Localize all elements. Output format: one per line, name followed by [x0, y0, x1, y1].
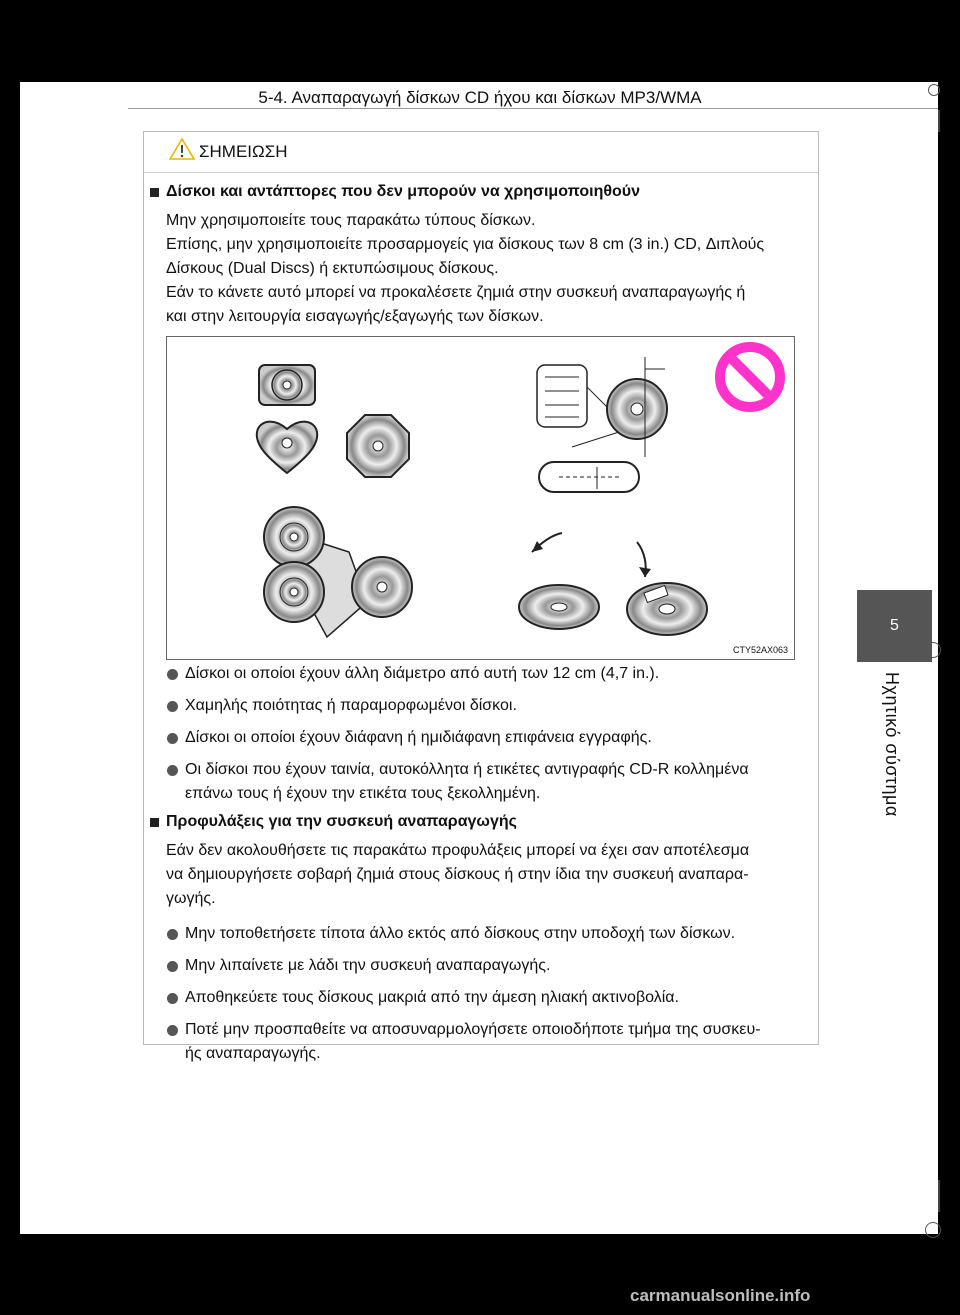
square-disc-icon	[259, 365, 315, 405]
section2-line: να δημιουργήσετε σοβαρή ζημιά στους δίσκους ή στην ίδια την συσκευή αναπαρα-	[166, 866, 749, 883]
bullet-item-continued: επάνω τους ή έχουν την ετικέτα τους ξεκολλημένη.	[185, 785, 541, 802]
section2-line: Εάν δεν ακολουθήσετε τις παρακάτω προφυλάξεις μπορεί να έχει σαν αποτέλεσμα	[166, 842, 750, 859]
bullet-dot	[167, 1025, 178, 1036]
chapter-tab[interactable]	[857, 590, 932, 662]
crop-mark	[928, 84, 940, 96]
watermark-text: carmanualsonline.info	[630, 1286, 811, 1305]
figure-code: CTY52AX063	[732, 645, 788, 655]
crop-mark	[938, 1180, 940, 1212]
page-header-title: 5-4. Αναπαραγωγή δίσκων CD ήχου και δίσκων MP3/WMA	[258, 88, 702, 107]
warning-triangle-icon	[169, 137, 195, 161]
bullet-dot	[167, 669, 178, 680]
bullet-item: Δίσκοι οι οποίοι έχουν διάφανη ή ημιδιάφανη επιφάνεια εγγραφής.	[185, 729, 652, 746]
note-header	[144, 132, 818, 173]
bullet-item: Μην λιπαίνετε με λάδι την συσκευή αναπαραγωγής.	[185, 957, 551, 974]
unsupported-discs-drawing	[167, 337, 794, 659]
bullet-dot	[167, 765, 178, 776]
bullet-item-continued: ής αναπαραγωγής.	[185, 1045, 321, 1062]
section1-line: Μην χρησιμοποιείτε τους παρακάτω τύπους δίσκων.	[166, 212, 536, 229]
crop-mark	[925, 1222, 941, 1238]
bullet-dot	[167, 961, 178, 972]
bullet-dot	[167, 929, 178, 940]
bullet-item: Αποθηκεύετε τους δίσκους μακριά από την άμεση ηλιακή ακτινοβολία.	[185, 989, 679, 1006]
crop-mark	[938, 110, 940, 132]
section1-line: και στην λειτουργία εισαγωγής/εξαγωγής των δίσκων.	[166, 308, 544, 325]
bullet-item: Δίσκοι οι οποίοι έχουν άλλη διάμετρο από αυτή των 12 cm (4,7 in.).	[185, 665, 660, 682]
section2-line: γωγής.	[166, 890, 216, 907]
octagon-disc-icon	[347, 415, 409, 477]
bullet-dot	[167, 993, 178, 1004]
heart-disc-icon	[257, 422, 317, 473]
chapter-label: Ηχητικό σύστημα	[882, 672, 902, 817]
bullet-dot	[167, 733, 178, 744]
warped-disc-icon	[519, 533, 599, 629]
bullet-item: Μην τοποθετήσετε τίποτα άλλο εκτός από δίσκους στην υποδοχή των δίσκων.	[185, 925, 736, 942]
section-bullet	[150, 818, 159, 827]
bullet-item: Ποτέ μην προσπαθείτε να αποσυναρμολογήσετε οποιοδήποτε τμήμα της συσκευ-	[185, 1021, 761, 1038]
disc-adapter-icon	[264, 507, 412, 637]
section1-heading: Δίσκοι και αντάπτορες που δεν μπορούν να χρησιμοποιηθούν	[166, 183, 640, 200]
section1-line: Δίσκους (Dual Discs) ή εκτυπώσιμους δίσκους.	[166, 260, 499, 277]
bullet-dot	[167, 701, 178, 712]
note-title: ΣΗΜΕΙΩΣΗ	[199, 142, 288, 161]
chapter-number: 5	[890, 617, 899, 634]
prohibited-sign-icon	[720, 347, 780, 407]
header-rule	[128, 108, 938, 109]
disc-illustration	[166, 336, 795, 660]
section2-heading: Προφυλάξεις για την συσκευή αναπαραγωγής	[166, 813, 517, 830]
translucent-disc-icon	[537, 357, 667, 492]
section-bullet	[150, 188, 159, 197]
section1-line: Εάν το κάνετε αυτό μπορεί να προκαλέσετε ζημιά στην συσκευή αναπαραγωγής ή	[166, 284, 746, 301]
taped-disc-icon	[627, 542, 707, 635]
bullet-item: Χαμηλής ποιότητας ή παραμορφωμένοι δίσκοι.	[185, 697, 517, 714]
bullet-item: Οι δίσκοι που έχουν ταινία, αυτοκόλλητα ή ετικέτες αντιγραφής CD-R κολλημένα	[185, 761, 749, 778]
section1-line: Επίσης, μην χρησιμοποιείτε προσαρμογείς για δίσκους των 8 cm (3 in.) CD, Διπλούς	[166, 236, 765, 253]
